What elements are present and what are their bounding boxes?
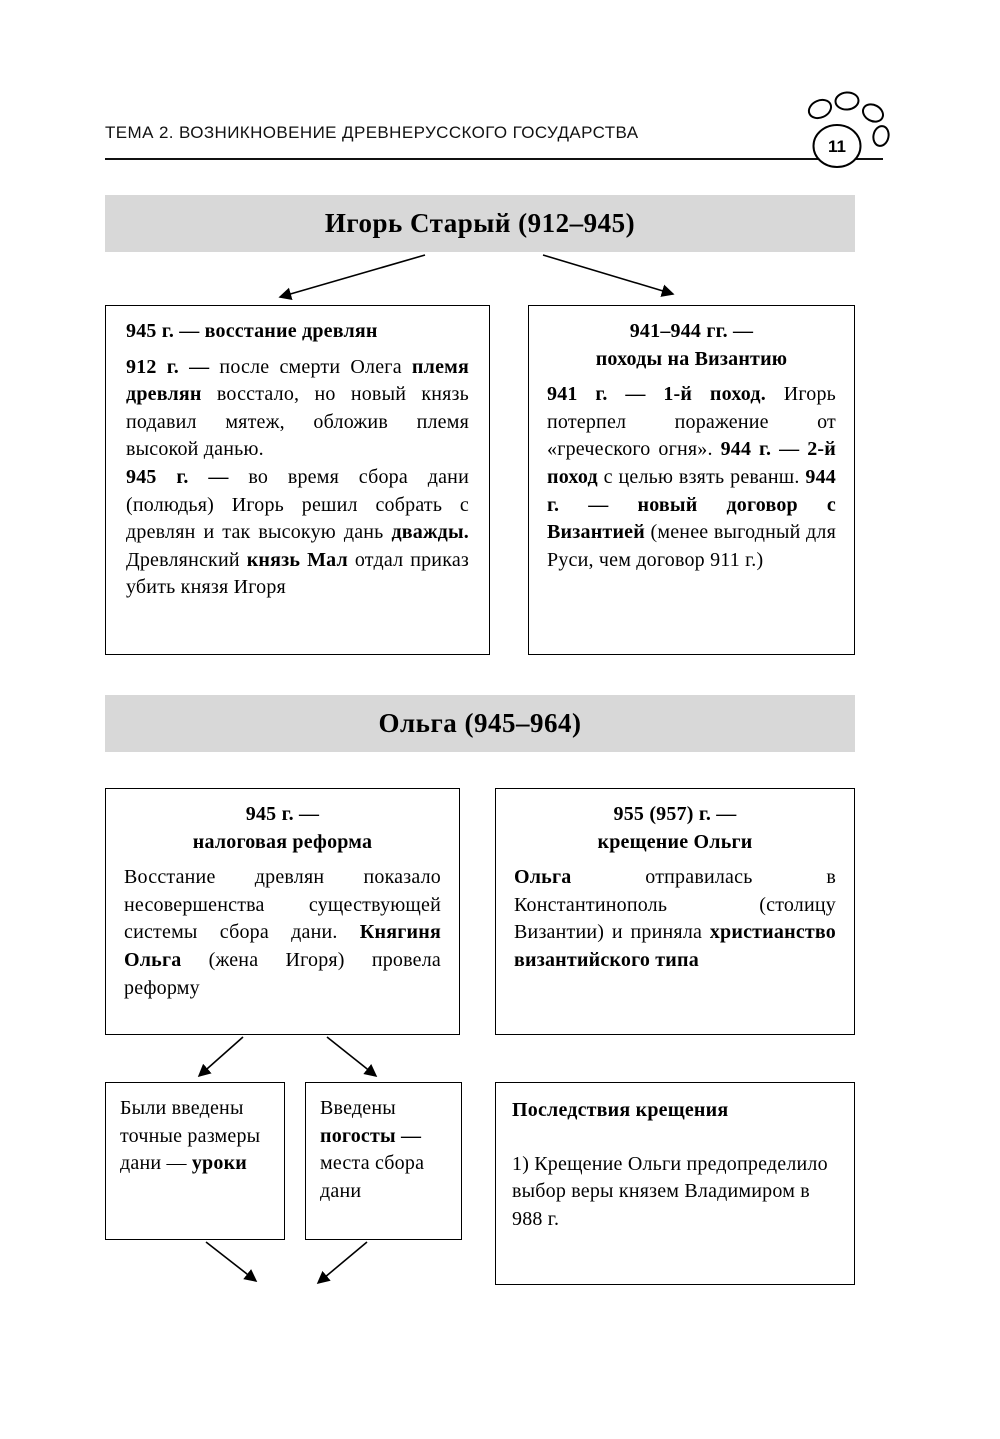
text-segment: Были введены точные размеры дани — (120, 1097, 261, 1175)
paragraph (547, 381, 836, 574)
box-pogosty (305, 1082, 462, 1240)
arrow-reform-to-uroki (199, 1037, 243, 1076)
paw-print-icon (795, 88, 900, 173)
text-segment: 1) Крещение Ольги предопределило выбор веры князем Владимиром в 988 г. (512, 1152, 828, 1230)
text-segment: князь Мал (246, 548, 355, 571)
text-segment: погосты — (320, 1124, 422, 1147)
box-title-line: 945 г. — (245, 803, 320, 825)
text-segment: Восстание древлян показало несовершенства существующей системы сбора дани. (124, 866, 441, 944)
paragraph (512, 1151, 838, 1234)
paragraph (514, 864, 836, 974)
box-title (514, 801, 836, 856)
text-segment: (менее выгодный для Руси, чем договор 911 г.) (547, 521, 836, 571)
text-segment: Древлянский (126, 548, 247, 571)
paw-toe-icon (806, 97, 834, 122)
box-title: Последствия крещения (512, 1099, 729, 1121)
text-segment: Княгиня Ольга (124, 921, 441, 971)
header-rule (105, 158, 883, 160)
text-segment: 941 г. — 1-й поход. (547, 383, 784, 406)
page-number: 11 (828, 137, 846, 156)
paragraph (320, 1095, 447, 1205)
text-segment: (жена Игоря) провела реформу (124, 948, 441, 999)
box-tax-reform (105, 788, 460, 1035)
box-title-line: крещение Ольги (597, 830, 753, 853)
text-segment: 944 г. — 2-й поход (547, 438, 836, 488)
paragraph (124, 864, 441, 1002)
arrow-uroki-down (206, 1242, 256, 1281)
paragraph (120, 1095, 270, 1178)
box-title-line: 941–944 гг. — (629, 320, 754, 342)
text-segment: 944 г. — новый договор с Византией (547, 465, 837, 544)
arrow-reform-to-pogosty (327, 1037, 376, 1076)
text-segment: дважды. (391, 521, 469, 544)
text-segment: с целью взять реванш. (603, 465, 806, 488)
box-olga-baptism (495, 788, 855, 1035)
box-drevlyane-uprising (105, 305, 490, 655)
text-segment: после смерти Олега (219, 355, 412, 378)
box-title (124, 801, 441, 856)
text-segment: христианство византийского типа (514, 921, 836, 971)
box-title: 945 г. — восстание древлян (126, 320, 378, 342)
arrow-igor-to-uprising (280, 255, 425, 297)
text-segment: Введены (320, 1097, 396, 1119)
text-segment: восстало, но новый князь подавил мятеж, обложив племя высокой данью. (126, 383, 469, 461)
text-segment: отдал приказ убить князя Игоря (126, 548, 470, 599)
arrow-pogosty-down (318, 1242, 367, 1283)
box-byzantium-campaigns (528, 305, 855, 655)
paragraph (126, 464, 469, 602)
chapter-header: ТЕМА 2. ВОЗНИКНОВЕНИЕ ДРЕВНЕРУССКОГО ГОСУДАРСТВА (105, 123, 639, 142)
box-title-line: налоговая реформа (192, 830, 373, 853)
paw-toe-icon (860, 101, 886, 125)
text-segment: во время сбора дани (полюдья) Игорь решил собрать с древлян и так высокую дань (126, 465, 469, 544)
text-segment: 945 г. — (126, 465, 249, 488)
paragraph (126, 354, 469, 464)
paw-toe-icon (872, 125, 891, 148)
box-baptism-consequences (495, 1082, 855, 1285)
text-segment: места сбора дани (320, 1152, 425, 1202)
text-segment: уроки (191, 1152, 248, 1175)
box-title (547, 318, 836, 373)
arrow-igor-to-byzantium (543, 255, 673, 294)
text-segment: отправилась в Константинополь (столицу Византии) и приняла (514, 866, 836, 944)
box-uroki (105, 1082, 285, 1240)
text-segment: 912 г. — (126, 355, 220, 378)
paw-toe-icon (835, 92, 859, 111)
box-title-line: походы на Византию (595, 347, 788, 370)
box-title-line: 955 (957) г. — (613, 803, 737, 825)
section-banner-igor: Игорь Старый (912–945) (105, 195, 855, 252)
text-segment: Ольга (514, 866, 646, 889)
section-banner-olga: Ольга (945–964) (105, 695, 855, 752)
text-segment: Игорь потерпел поражение от «греческого огня». (547, 383, 836, 461)
text-segment: племя древлян (126, 355, 469, 406)
